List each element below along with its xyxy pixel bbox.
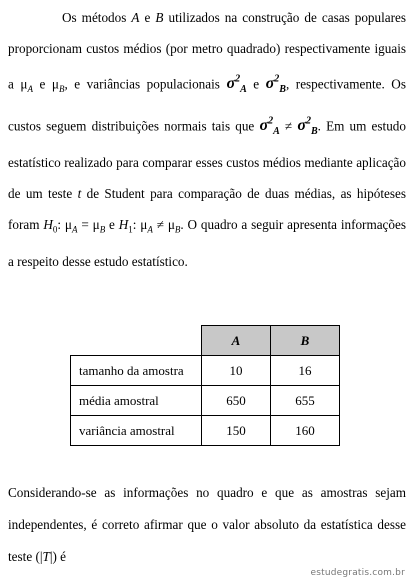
not-equal: ≠ μ bbox=[152, 217, 175, 233]
question-prompt bbox=[8, 477, 406, 573]
table-header-a: A bbox=[202, 326, 271, 356]
sigma-a-squared: $\sigma^2_A$ bbox=[226, 74, 247, 96]
watermark: estudegratis.com.br bbox=[310, 568, 405, 578]
text-run: de Student para comparação de duas médias, as hipóteses foram bbox=[8, 186, 406, 233]
text-run: : μ bbox=[57, 217, 72, 233]
text-run: e μ bbox=[32, 76, 59, 92]
method-a: A bbox=[131, 10, 140, 25]
t-letter: t bbox=[77, 186, 82, 202]
equals: = μ bbox=[77, 217, 100, 233]
text-run: , e variâncias populacionais bbox=[64, 76, 227, 92]
text-run: . Em um estudo estatístico realizado para comparar esses custos médios mediante aplicação de um teste bbox=[8, 117, 406, 202]
table-header-row bbox=[71, 326, 340, 356]
question-paragraph: Os métodos A e B utilizados na construção de casas populares proporcionam custos médios (por metro quadrado) respectivamente iguais a $\mu_A$ e $\mu_B$, e variâncias populacionais $\sigma^2_A$ e $\sigma^2_B$, respectivamente. Os custos seguem distribuições normais tais que $\sigma^2_A \ne \sigma^2_B$. Em um estudo estatístico realizado para comparar esses custos médios mediante aplicação de um teste t de Student para comparação de duas médias, as hipóteses foram $H_0$: $\mu_A = \mu_B$ e $H_1$: $\mu_A \ne \mu_B$. O quadro a seguir apresenta informações a respeito desse estudo estatístico. bbox=[8, 10, 407, 269]
row-label: tamanho da amostra bbox=[71, 356, 202, 386]
text-run: Considerando-se as informações no quadro e que as amostras sejam independentes, é correto afirmar que o valor absoluto da estatística desse teste (| bbox=[8, 485, 406, 564]
sub-b: B bbox=[58, 83, 65, 94]
sigma-a-squared: $\sigma^2_A$ bbox=[259, 115, 280, 138]
method-b: B bbox=[155, 10, 164, 25]
table-row bbox=[71, 386, 340, 416]
not-equal: ≠ bbox=[279, 117, 298, 133]
cell-b: 16 bbox=[271, 356, 340, 386]
cell-b: 160 bbox=[271, 416, 340, 446]
h1: H bbox=[118, 217, 129, 233]
text-run: e bbox=[105, 217, 119, 233]
row-label: média amostral bbox=[71, 386, 202, 416]
table-header-b: B bbox=[271, 326, 340, 356]
sigma-b-squared: $\sigma^2_B$ bbox=[297, 115, 318, 138]
text-run: |) é bbox=[49, 549, 67, 564]
table-row bbox=[71, 416, 340, 446]
sub-a: A bbox=[27, 83, 33, 94]
sub-zero: 0 bbox=[52, 224, 58, 235]
text-run: , respectivamente. Os custos seguem distribuições normais tais que bbox=[8, 76, 406, 133]
table-corner bbox=[71, 326, 202, 356]
t-statistic: T bbox=[42, 549, 50, 564]
text-run: : μ bbox=[132, 217, 148, 233]
cell-a: 150 bbox=[202, 416, 271, 446]
cell-a: 650 bbox=[202, 386, 271, 416]
text-run: e bbox=[139, 10, 156, 25]
text-run: utilizados na construção de casas populares proporcionam custos médios (por metro quadrado) respectivamente iguais a μ bbox=[8, 10, 407, 92]
sub-one: 1 bbox=[128, 224, 133, 235]
text-run: . O quadro a seguir apresenta informações a respeito desse estudo estatístico. bbox=[8, 217, 406, 269]
text-run: e bbox=[246, 76, 266, 92]
text-run: Os métodos bbox=[62, 10, 132, 25]
cell-a: 10 bbox=[202, 356, 271, 386]
data-table bbox=[70, 325, 340, 446]
table-row bbox=[71, 356, 340, 386]
cell-b: 655 bbox=[271, 386, 340, 416]
sigma-b-squared: $\sigma^2_B$ bbox=[265, 74, 286, 96]
row-label: variância amostral bbox=[71, 416, 202, 446]
h0: H bbox=[43, 217, 53, 233]
